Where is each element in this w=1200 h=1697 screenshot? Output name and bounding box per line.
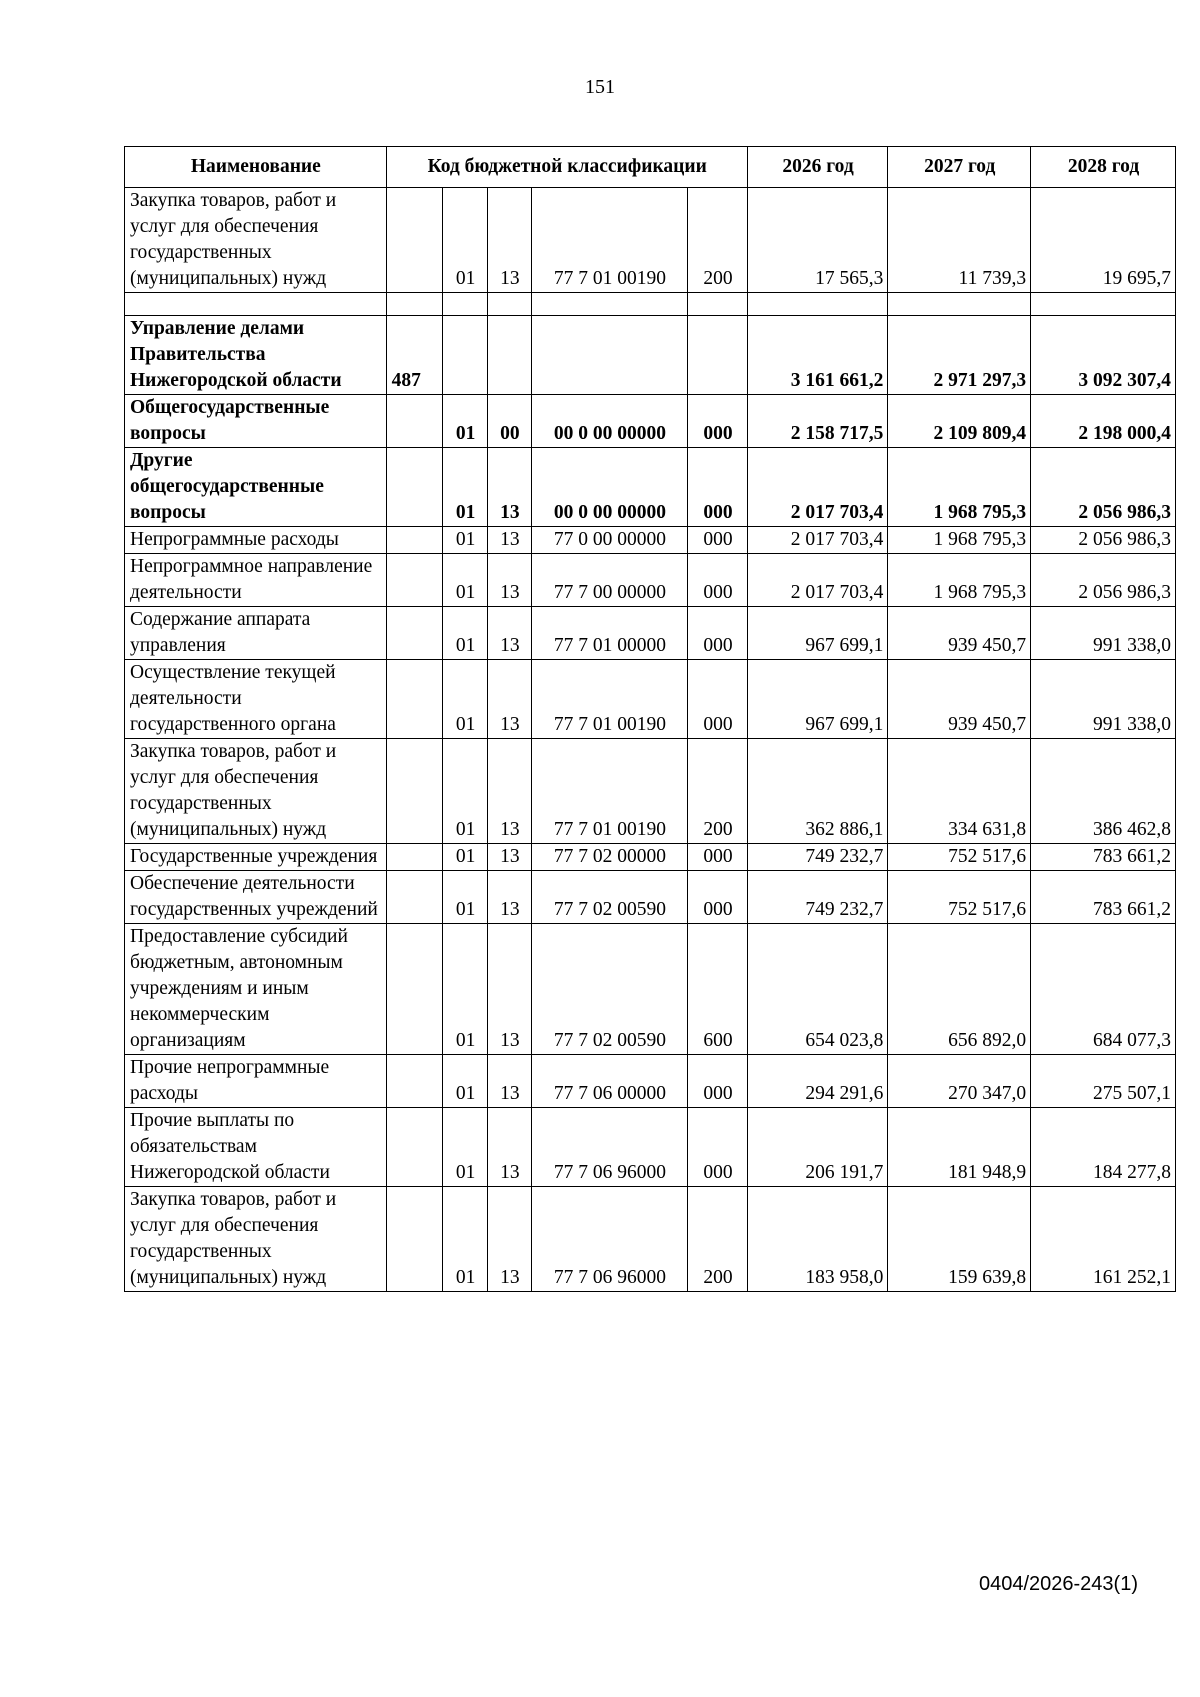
target-article-cell: 00 0 00 00000 (531, 448, 688, 527)
subsection-code-cell: 13 (488, 527, 531, 554)
row-name-cell: Закупка товаров, работ и услуг для обеспечения государственных (муниципальных) нужд (125, 188, 387, 293)
subsection-code-cell: 13 (488, 188, 531, 293)
amount-2026-cell: 3 161 661,2 (747, 316, 888, 395)
expense-type-cell: 200 (688, 1187, 747, 1292)
gad-code-cell (386, 844, 442, 871)
gad-code-cell (386, 554, 442, 607)
amount-2027-cell: 1 968 795,3 (888, 527, 1031, 554)
subsection-code-cell: 13 (488, 554, 531, 607)
amount-2027-cell: 752 517,6 (888, 871, 1031, 924)
subsection-code-cell: 13 (488, 660, 531, 739)
amount-2028-cell: 2 056 986,3 (1031, 527, 1176, 554)
header-2028: 2028 год (1031, 147, 1176, 188)
section-code-cell: 01 (442, 871, 487, 924)
target-article-cell (531, 316, 688, 395)
target-article-cell (531, 293, 688, 316)
table-row (125, 188, 1176, 293)
target-article-cell: 77 7 06 96000 (531, 1108, 688, 1187)
amount-2028-cell: 991 338,0 (1031, 660, 1176, 739)
target-article-cell: 77 7 06 00000 (531, 1055, 688, 1108)
section-code-cell: 01 (442, 188, 487, 293)
amount-2026-cell: 749 232,7 (747, 871, 888, 924)
gad-code-cell (386, 1187, 442, 1292)
gad-code-cell (386, 607, 442, 660)
table-row (125, 527, 1176, 554)
target-article-cell: 00 0 00 00000 (531, 395, 688, 448)
target-article-cell: 77 7 01 00190 (531, 188, 688, 293)
header-code: Код бюджетной классификации (386, 147, 747, 188)
gad-code-cell (386, 448, 442, 527)
table-row (125, 924, 1176, 1055)
expense-type-cell: 000 (688, 554, 747, 607)
row-name-cell: Другие общегосударственные вопросы (125, 448, 387, 527)
subsection-code-cell: 13 (488, 1108, 531, 1187)
table-row (125, 871, 1176, 924)
amount-2027-cell: 656 892,0 (888, 924, 1031, 1055)
table-row (125, 660, 1176, 739)
amount-2026-cell: 362 886,1 (747, 739, 888, 844)
page-number: 151 (585, 76, 615, 98)
amount-2026-cell: 206 191,7 (747, 1108, 888, 1187)
amount-2026-cell: 294 291,6 (747, 1055, 888, 1108)
table-row (125, 1055, 1176, 1108)
table-row (125, 448, 1176, 527)
amount-2028-cell: 2 056 986,3 (1031, 554, 1176, 607)
amount-2027-cell: 2 971 297,3 (888, 316, 1031, 395)
header-2027: 2027 год (888, 147, 1031, 188)
amount-2028-cell: 275 507,1 (1031, 1055, 1176, 1108)
target-article-cell: 77 7 01 00190 (531, 660, 688, 739)
target-article-cell: 77 7 01 00190 (531, 739, 688, 844)
subsection-code-cell: 13 (488, 739, 531, 844)
amount-2027-cell: 11 739,3 (888, 188, 1031, 293)
expense-type-cell: 000 (688, 607, 747, 660)
amount-2028-cell: 2 056 986,3 (1031, 448, 1176, 527)
row-name-cell (125, 293, 387, 316)
row-name-cell: Непрограммное направление деятельности (125, 554, 387, 607)
gad-code-cell (386, 188, 442, 293)
header-name: Наименование (125, 147, 387, 188)
amount-2026-cell: 2 158 717,5 (747, 395, 888, 448)
gad-code-cell (386, 871, 442, 924)
amount-2027-cell (888, 293, 1031, 316)
subsection-code-cell: 13 (488, 1187, 531, 1292)
expense-type-cell: 200 (688, 188, 747, 293)
gad-code-cell (386, 1055, 442, 1108)
target-article-cell: 77 7 02 00590 (531, 924, 688, 1055)
row-name-cell: Закупка товаров, работ и услуг для обеспечения государственных (муниципальных) нужд (125, 1187, 387, 1292)
amount-2028-cell: 684 077,3 (1031, 924, 1176, 1055)
section-code-cell: 01 (442, 1187, 487, 1292)
section-code-cell: 01 (442, 607, 487, 660)
amount-2026-cell: 183 958,0 (747, 1187, 888, 1292)
target-article-cell: 77 7 02 00000 (531, 844, 688, 871)
subsection-code-cell: 00 (488, 395, 531, 448)
expense-type-cell: 000 (688, 395, 747, 448)
row-name-cell: Предоставление субсидий бюджетным, автономным учреждениям и иным некоммерческим организациям (125, 924, 387, 1055)
table-row (125, 844, 1176, 871)
amount-2026-cell: 2 017 703,4 (747, 554, 888, 607)
amount-2026-cell: 967 699,1 (747, 607, 888, 660)
amount-2028-cell: 783 661,2 (1031, 844, 1176, 871)
gad-code-cell (386, 739, 442, 844)
subsection-code-cell: 13 (488, 607, 531, 660)
amount-2028-cell (1031, 293, 1176, 316)
budget-table (124, 146, 1176, 1292)
target-article-cell: 77 7 06 96000 (531, 1187, 688, 1292)
section-code-cell: 01 (442, 448, 487, 527)
section-code-cell: 01 (442, 395, 487, 448)
subsection-code-cell: 13 (488, 924, 531, 1055)
amount-2028-cell: 2 198 000,4 (1031, 395, 1176, 448)
section-code-cell (442, 316, 487, 395)
amount-2027-cell: 752 517,6 (888, 844, 1031, 871)
expense-type-cell: 200 (688, 739, 747, 844)
subsection-code-cell: 13 (488, 844, 531, 871)
section-code-cell: 01 (442, 660, 487, 739)
section-code-cell: 01 (442, 1108, 487, 1187)
amount-2027-cell: 1 968 795,3 (888, 448, 1031, 527)
amount-2026-cell: 967 699,1 (747, 660, 888, 739)
target-article-cell: 77 7 00 00000 (531, 554, 688, 607)
table-row (125, 293, 1176, 316)
expense-type-cell: 000 (688, 844, 747, 871)
gad-code-cell: 487 (386, 316, 442, 395)
amount-2026-cell (747, 293, 888, 316)
amount-2026-cell: 2 017 703,4 (747, 448, 888, 527)
amount-2027-cell: 2 109 809,4 (888, 395, 1031, 448)
subsection-code-cell (488, 293, 531, 316)
table-row (125, 395, 1176, 448)
amount-2026-cell: 654 023,8 (747, 924, 888, 1055)
amount-2027-cell: 939 450,7 (888, 660, 1031, 739)
amount-2026-cell: 17 565,3 (747, 188, 888, 293)
row-name-cell: Закупка товаров, работ и услуг для обеспечения государственных (муниципальных) нужд (125, 739, 387, 844)
amount-2028-cell: 19 695,7 (1031, 188, 1176, 293)
expense-type-cell: 000 (688, 871, 747, 924)
amount-2026-cell: 2 017 703,4 (747, 527, 888, 554)
row-name-cell: Управление делами Правительства Нижегородской области (125, 316, 387, 395)
expense-type-cell: 000 (688, 1055, 747, 1108)
gad-code-cell (386, 395, 442, 448)
amount-2028-cell: 184 277,8 (1031, 1108, 1176, 1187)
document-code: 0404/2026-243(1) (978, 1573, 1138, 1595)
table-header-row (125, 147, 1176, 188)
row-name-cell: Непрограммные расходы (125, 527, 387, 554)
row-name-cell: Обеспечение деятельности государственных учреждений (125, 871, 387, 924)
expense-type-cell: 000 (688, 1108, 747, 1187)
table-row (125, 1108, 1176, 1187)
target-article-cell: 77 7 01 00000 (531, 607, 688, 660)
amount-2027-cell: 181 948,9 (888, 1108, 1031, 1187)
amount-2027-cell: 270 347,0 (888, 1055, 1031, 1108)
section-code-cell: 01 (442, 844, 487, 871)
amount-2028-cell: 991 338,0 (1031, 607, 1176, 660)
subsection-code-cell: 13 (488, 448, 531, 527)
gad-code-cell (386, 924, 442, 1055)
gad-code-cell (386, 293, 442, 316)
gad-code-cell (386, 527, 442, 554)
table-row (125, 739, 1176, 844)
subsection-code-cell (488, 316, 531, 395)
expense-type-cell: 000 (688, 448, 747, 527)
amount-2027-cell: 159 639,8 (888, 1187, 1031, 1292)
section-code-cell: 01 (442, 527, 487, 554)
gad-code-cell (386, 660, 442, 739)
header-2026: 2026 год (747, 147, 888, 188)
subsection-code-cell: 13 (488, 1055, 531, 1108)
section-code-cell: 01 (442, 1055, 487, 1108)
expense-type-cell: 000 (688, 660, 747, 739)
table-row (125, 1187, 1176, 1292)
amount-2028-cell: 161 252,1 (1031, 1187, 1176, 1292)
section-code-cell: 01 (442, 924, 487, 1055)
row-name-cell: Прочие выплаты по обязательствам Нижегородской области (125, 1108, 387, 1187)
amount-2027-cell: 1 968 795,3 (888, 554, 1031, 607)
target-article-cell: 77 7 02 00590 (531, 871, 688, 924)
amount-2026-cell: 749 232,7 (747, 844, 888, 871)
amount-2028-cell: 783 661,2 (1031, 871, 1176, 924)
section-code-cell: 01 (442, 739, 487, 844)
table-row (125, 607, 1176, 660)
subsection-code-cell: 13 (488, 871, 531, 924)
amount-2028-cell: 3 092 307,4 (1031, 316, 1176, 395)
table-row (125, 316, 1176, 395)
expense-type-cell (688, 293, 747, 316)
section-code-cell (442, 293, 487, 316)
section-code-cell: 01 (442, 554, 487, 607)
gad-code-cell (386, 1108, 442, 1187)
row-name-cell: Содержание аппарата управления (125, 607, 387, 660)
expense-type-cell (688, 316, 747, 395)
row-name-cell: Осуществление текущей деятельности государственного органа (125, 660, 387, 739)
amount-2027-cell: 939 450,7 (888, 607, 1031, 660)
target-article-cell: 77 0 00 00000 (531, 527, 688, 554)
table-row (125, 554, 1176, 607)
row-name-cell: Прочие непрограммные расходы (125, 1055, 387, 1108)
expense-type-cell: 000 (688, 527, 747, 554)
amount-2027-cell: 334 631,8 (888, 739, 1031, 844)
row-name-cell: Общегосударственные вопросы (125, 395, 387, 448)
row-name-cell: Государственные учреждения (125, 844, 387, 871)
amount-2028-cell: 386 462,8 (1031, 739, 1176, 844)
expense-type-cell: 600 (688, 924, 747, 1055)
